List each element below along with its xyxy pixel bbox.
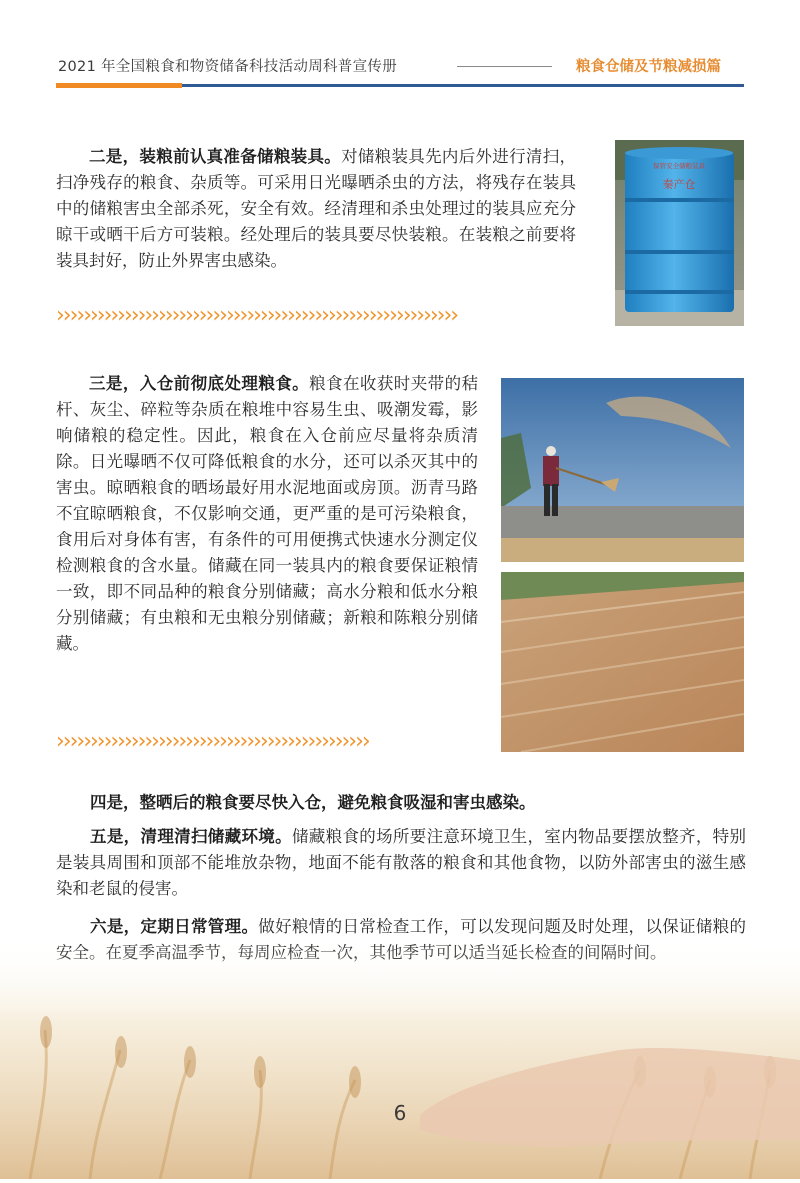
section-3-lead: 三是，入仓前彻底处理粮食。 bbox=[89, 374, 310, 393]
section-5-lead: 五是，清理清扫储藏环境。 bbox=[90, 827, 292, 846]
section-2-lead: 二是，装粮前认真准备储粮装具。 bbox=[89, 147, 342, 166]
paragraph-section-2 bbox=[56, 144, 576, 274]
page-number: 6 bbox=[393, 1101, 407, 1125]
header-rule-bar bbox=[182, 84, 744, 87]
header-title: 2021 年全国粮食和物资储备科技活动周科普宣传册 bbox=[58, 59, 398, 75]
section-4-lead: 四是，整晒后的粮食要尽快入仓，避免粮食吸湿和害虫感染。 bbox=[90, 793, 536, 812]
section-6-lead: 六是，定期日常管理。 bbox=[90, 917, 259, 936]
header-accent-bar bbox=[56, 83, 182, 88]
header-section-name: 粮食仓储及节粮减损篇 bbox=[576, 59, 721, 75]
paragraph-section-3 bbox=[56, 371, 478, 657]
section-2-body: 对储粮装具先内后外进行清扫，扫净残存的粮食、杂质等。可采用日光曝晒杀虫的方法，将残存在装具中的储粮害虫全部杀死，安全有效。经清理和杀虫处理过的装具应充分晾干或晒干后方可装粮。经处理后的装具要尽快装粮。在装粮之前要将装具封好，防止外界害虫感染。 bbox=[56, 147, 577, 270]
winnowing-grain-photo bbox=[501, 378, 744, 562]
wheat-field-background-image bbox=[0, 940, 800, 1179]
section-3-body: 粮食在收获时夹带的秸杆、灰尘、碎粒等杂质在粮堆中容易生虫、吸潮发霉，影响储粮的稳定性。因此，粮食在入仓前应尽量将杂质清除。日光曝晒不仅可降低粮食的水分，还可以杀灭其中的害虫。晾晒粮食的晒场最好用水泥地面或房顶。沥青马路不宜晾晒粮食，不仅影响交通，更严重的是可污染粮食，食用后对身体有害，有条件的可用便携式快速水分测定仪检测粮食的含水量。储藏在同一装具内的粮食要保证粮情一致，即不同品种的粮食分别储藏；高水分粮和低水分粮分别储藏；有虫粮和无虫粮分别储藏；新粮和陈粮分别储藏。 bbox=[56, 374, 479, 653]
drying-grain-floor-photo bbox=[501, 572, 744, 752]
paragraph-section-5 bbox=[56, 824, 746, 902]
section-6-body: 做好粮情的日常检查工作，可以发现问题及时处理，以保证储粮的 bbox=[258, 917, 747, 936]
paragraph-section-4 bbox=[90, 790, 750, 816]
chevron-divider-1: ››››››››››››››››››››››››››››››››››››››››››››››››››››››››››› bbox=[56, 303, 458, 328]
barrel-label-line2: 秦产仓 bbox=[662, 178, 696, 191]
chevron-divider-2: ›››››››››››››››››››››››››››››››››››››››››››››› bbox=[56, 729, 369, 754]
section-5-body: 储藏粮食的场所要注意环境卫生，室内物品要摆放整齐，特别是装具周围和顶部不能堆放杂物，地面不能有散落的粮食和其他食物，以防外部害虫的滋生感染和老鼠的侵害。 bbox=[56, 827, 747, 898]
grain-storage-barrel-photo bbox=[615, 140, 744, 326]
barrel-label-line1: 保管安全储粮装具 bbox=[653, 162, 705, 170]
header-divider-line bbox=[457, 66, 552, 67]
